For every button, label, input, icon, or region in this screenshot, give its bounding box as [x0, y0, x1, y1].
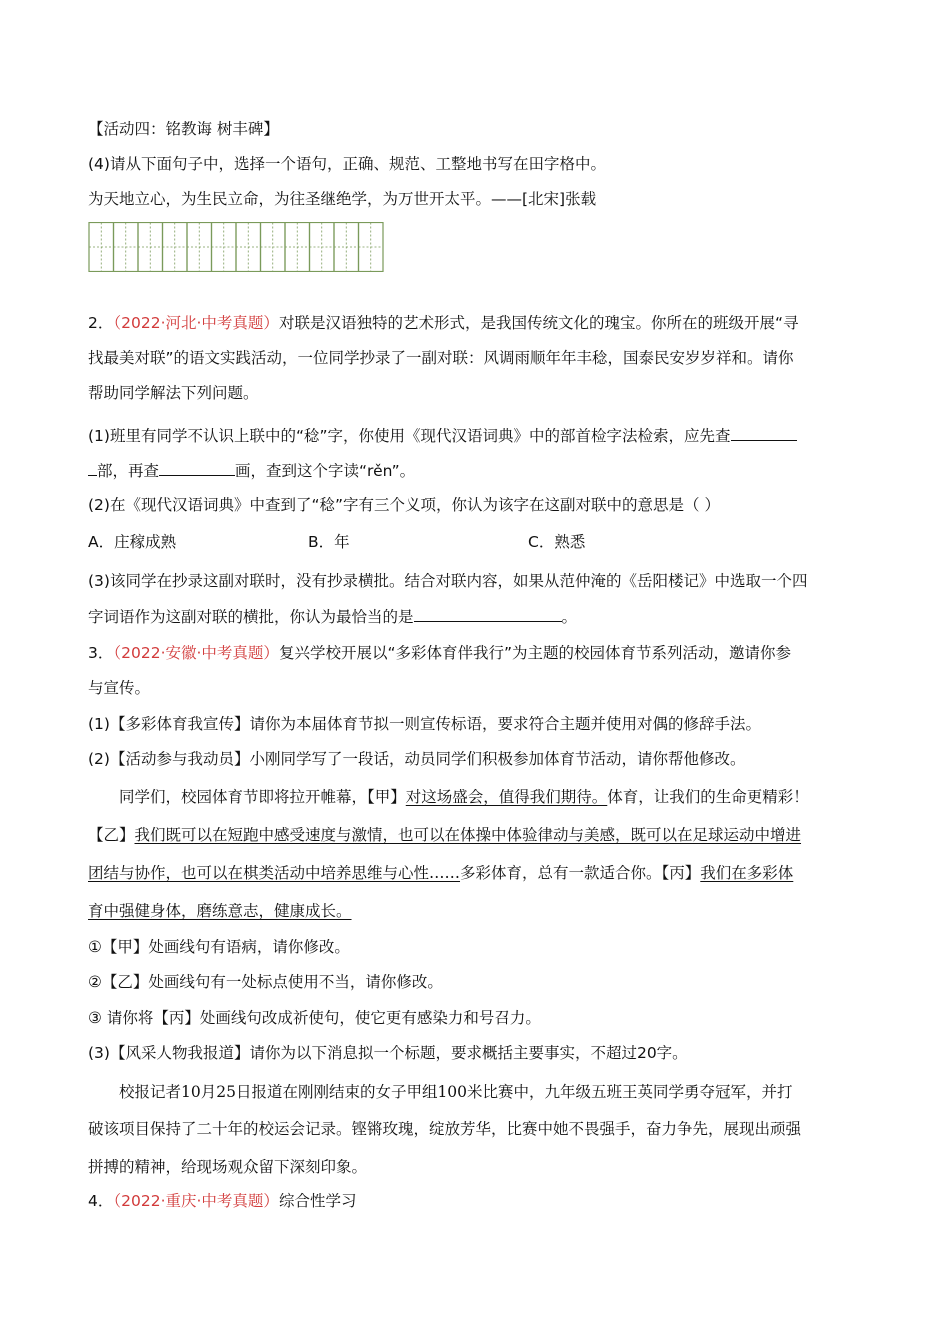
- q2-part1-text: (1)班里有同学不认识上联中的“稔”字，你使用《现代汉语词典》中的部首检字法检索，应先查: [88, 427, 731, 445]
- q3-part1: (1)【多彩体育我宣传】请你为本届体育节拟一则宣传标语，要求符合主题并使用对偶的修辞手法。: [88, 715, 761, 733]
- q3-item-3: ③ 请你将【丙】处画线句改成祈使句，使它更有感染力和号召力。: [88, 1009, 541, 1027]
- q3-passage-line-4: [88, 900, 352, 922]
- q3-part2: (2)【活动参与我动员】小刚同学写了一段话，动员同学们积极参加体育节活动，请你帮他修改。: [88, 750, 746, 768]
- passage-text-3b: 多彩体育，总有一款适合你。【丙】: [460, 864, 701, 882]
- q2-number: 2．: [88, 314, 114, 332]
- q3-passage-line-3: [88, 862, 793, 884]
- option-b[interactable]: B．年: [308, 533, 350, 551]
- tianzige-cell[interactable]: [285, 223, 310, 272]
- tianzige-cell[interactable]: [334, 223, 359, 272]
- news-line-1: 校报记者10月25日报道在刚刚结束的女子甲组100米比赛中，九年级五班王英同学勇夺冠军，并打: [119, 1083, 793, 1101]
- tianzige-cell[interactable]: [212, 223, 237, 272]
- q3-line-1: [88, 642, 791, 664]
- tianzige-cell[interactable]: [114, 223, 139, 272]
- option-a[interactable]: A．庄稼成熟: [88, 533, 177, 551]
- q3-source: （2022·安徽·中考真题）: [113, 644, 279, 662]
- q2-line-3: 帮助同学解法下列问题。: [88, 384, 259, 402]
- q2-text-1: 对联是汉语独特的艺术形式，是我国传统文化的瑰宝。你所在的班级开展“寻: [278, 314, 799, 332]
- answer-blank-strokes[interactable]: [159, 459, 235, 476]
- q3-item-2: ②【乙】处画线句有一处标点使用不当，请你修改。: [88, 973, 443, 991]
- underlined-sentence-jia: 对这场盛会，值得我们期待。: [405, 788, 608, 806]
- answer-blank-radical-cont[interactable]: [88, 459, 97, 476]
- tianzige-cell[interactable]: [236, 223, 261, 272]
- tianzige-cell[interactable]: [138, 223, 163, 272]
- q4-source: （2022·重庆·中考真题）: [113, 1192, 279, 1210]
- q3-line-2: 与宣传。: [88, 679, 151, 697]
- q2-line-2: 找最美对联”的语文实践活动，一位同学抄录了一副对联：风调雨顺年年丰稔，国泰民安岁岁祥和。请你: [88, 349, 794, 367]
- underlined-sentence-bing-2: 育中强健身体，磨练意志，健康成长。: [88, 902, 352, 920]
- option-c[interactable]: C．熟悉: [528, 533, 586, 551]
- underlined-sentence-yi-2: 团结与协作，也可以在棋类活动中培养思维与心性……: [88, 864, 461, 882]
- q4-line: [88, 1190, 356, 1212]
- tianzige-grid: [88, 222, 386, 272]
- passage-text-1a: 同学们，校园体育节即将拉开帷幕，【甲】: [119, 788, 406, 806]
- news-line-2: 破该项目保持了二十年的校运会记录。铿锵玫瑰，绽放芳华，比赛中她不畏强手，奋力争先，展现出顽强: [88, 1120, 802, 1138]
- activity-instruction: (4)请从下面句子中，选择一个语句，正确、规范、工整地书写在田字格中。: [88, 155, 606, 173]
- passage-text-1c: 体育，让我们的生命更精彩！: [607, 788, 809, 806]
- q2-part3-text: 字词语作为这副对联的横批，你认为最恰当的是: [88, 608, 414, 626]
- q3-passage-line-1: [119, 786, 809, 808]
- tianzige-cell[interactable]: [310, 223, 335, 272]
- tianzige-cell[interactable]: [163, 223, 188, 272]
- q2-part1-line-a: [88, 424, 797, 447]
- q2-part1-text-b2: 画，查到这个字读“rěn”。: [235, 462, 416, 480]
- activity-heading: 【活动四：铭教诲 树丰碑】: [88, 120, 279, 138]
- answer-blank-heng-pi[interactable]: [414, 605, 562, 622]
- q3-item-1: ①【甲】处画线句有语病，请你修改。: [88, 938, 350, 956]
- q2-part3-end: 。: [561, 608, 578, 626]
- q2-source: （2022·河北·中考真题）: [113, 314, 279, 332]
- q2-line-1: [88, 312, 798, 334]
- q4-number: 4．: [88, 1192, 114, 1210]
- tianzige-cell[interactable]: [359, 223, 384, 272]
- news-line-3: 拼搏的精神，给现场观众留下深刻印象。: [88, 1158, 368, 1176]
- q2-part3-line-a: (3)该同学在抄录这副对联时，没有抄录横批。结合对联内容，如果从范仲淹的《岳阳楼记》中选取一个四: [88, 572, 808, 590]
- answer-blank-radical[interactable]: [731, 424, 797, 441]
- tianzige-cell[interactable]: [187, 223, 212, 272]
- q4-text: 综合性学习: [278, 1192, 357, 1210]
- zhang-zai-quote: 为天地立心，为生民立命，为往圣继绝学，为万世开太平。——[北宋]张载: [88, 190, 597, 208]
- passage-text-2a: 【乙】: [88, 826, 135, 844]
- q3-part3: (3)【风采人物我报道】请你为以下消息拟一个标题，要求概括主要事实，不超过20字。: [88, 1044, 688, 1062]
- q2-part2: (2)在《现代汉语词典》中查到了“稔”字有三个义项，你认为该字在这副对联中的意思是（ ）: [88, 496, 720, 514]
- q3-number: 3．: [88, 644, 114, 662]
- q2-part1-line-b: [88, 459, 415, 482]
- underlined-sentence-bing-1: 我们在多彩体: [700, 864, 794, 882]
- underlined-sentence-yi-1: 我们既可以在短跑中感受速度与激情，也可以在体操中体验律动与美感，既可以在足球运动中增进: [134, 826, 802, 844]
- q2-part3-line-b: [88, 605, 577, 628]
- q2-part1-text-b1: 部，再查: [97, 462, 160, 480]
- q3-text-1: 复兴学校开展以“多彩体育伴我行”为主题的校园体育节系列活动，邀请你参: [278, 644, 791, 662]
- tianzige-cell[interactable]: [261, 223, 286, 272]
- q3-passage-line-2: [88, 824, 801, 846]
- tianzige-cell[interactable]: [89, 223, 114, 272]
